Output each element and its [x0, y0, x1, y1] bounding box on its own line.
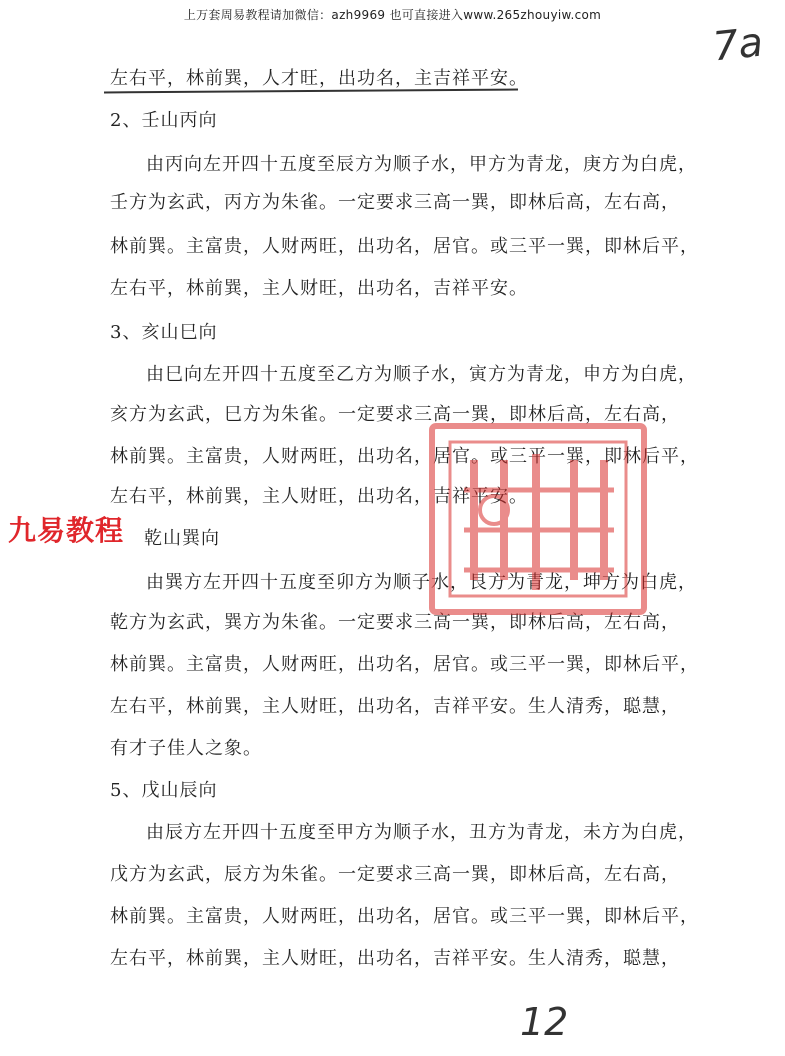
text-line: 由丙向左开四十五度至辰方为顺子水，甲方为青龙，庚方为白虎，: [146, 154, 697, 175]
text-line: 由辰方左开四十五度至甲方为顺子水，丑方为青龙，未方为白虎，: [146, 822, 697, 843]
text-line: 有才子佳人之象。: [110, 738, 262, 759]
brand-logo-text: 九易教程: [8, 514, 125, 547]
text-line: 亥方为玄武，巳方为朱雀。一定要求三高一巽，即林后高，左右高，: [110, 404, 680, 425]
text-line: 戊方为玄武，辰方为朱雀。一定要求三高一巽，即林后高，左右高，: [110, 864, 680, 885]
handwritten-page-number: 12: [520, 1000, 569, 1044]
text-line: 林前巽。主富贵，人财两旺，出功名，居官。或三平一巽，即林后平，: [110, 906, 699, 927]
watermark-header: 上万套周易教程请加微信：azh9969 也可直接进入www.265zhouyiw.com: [183, 8, 602, 22]
section-heading: 3、亥山巳向: [110, 322, 218, 343]
text-line: 林前巽。主富贵，人财两旺，出功名，居官。或三平一巽，即林后平，: [110, 446, 699, 467]
text-line: 壬方为玄武，丙方为朱雀。一定要求三高一巽，即林后高，左右高，: [110, 192, 680, 213]
text-line: 由巳向左开四十五度至乙方为顺子水，寅方为青龙，申方为白虎，: [146, 364, 697, 385]
red-seal-stamp: [424, 420, 656, 620]
text-line: 左右平，林前巽，主人财旺，出功名，吉祥平安。生人清秀，聪慧，: [110, 696, 680, 717]
section-heading: 乾山巽向: [144, 528, 220, 549]
section-heading: 5、戊山辰向: [110, 780, 218, 801]
text-line: 左右平，林前巽，人才旺，出功名，主吉祥平安。: [110, 68, 528, 89]
text-line: 乾方为玄武，巽方为朱雀。一定要求三高一巽，即林后高，左右高，: [110, 612, 680, 633]
text-line: 左右平，林前巽，主人财旺，出功名，吉祥平安。: [110, 486, 528, 507]
text-line: 林前巽。主富贵，人财两旺，出功名，居官。或三平一巽，即林后平，: [110, 654, 699, 675]
section-heading: 2、壬山丙向: [110, 110, 218, 131]
text-line: 左右平，林前巽，主人财旺，出功名，吉祥平安。生人清秀，聪慧，: [110, 948, 680, 969]
text-line: 由巽方左开四十五度至卯方为顺子水，艮方为青龙，坤方为白虎，: [146, 572, 697, 593]
text-line: 林前巽。主富贵，人财两旺，出功名，居官。或三平一巽，即林后平，: [110, 236, 699, 257]
handwritten-corner-mark: 7a: [710, 19, 766, 71]
text-line: 左右平，林前巽，主人财旺，出功名，吉祥平安。: [110, 278, 528, 299]
